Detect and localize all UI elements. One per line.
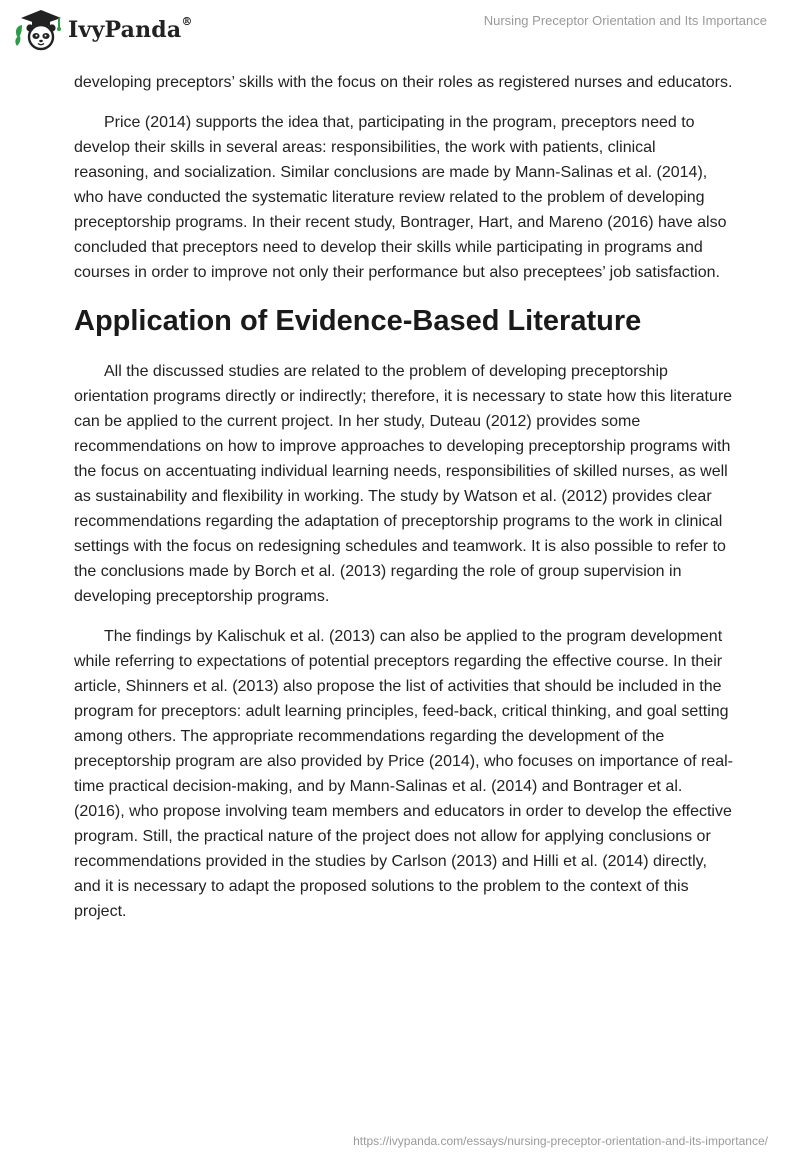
paragraph: All the discussed studies are related to the problem of developing preceptorship orientation programs directly or indirectly; therefore, it is necessary to state how this literature can be applied to the current project. In her study, Duteau (2012) provides some recommendations on how to improve approaches to developing preceptorship programs with the focus on accentuating individual learning needs, responsibilities of skilled nurses, as well as sustainability and flexibility in working. The study by Watson et al. (2012) provides clear recommendations regarding the adaptation of preceptorship programs to the work in clinical settings with the focus on redesigning schedules and teamwork. It is also possible to refer to the conclusions made by Borch et al. (2013) regarding the role of group supervision in developing preceptorship programs. — [74, 363, 733, 605]
ivypanda-logo[interactable] — [14, 8, 193, 52]
section-heading: Application of Evidence-Based Literature — [74, 305, 642, 337]
running-title: Nursing Preceptor Orientation and Its Importance — [483, 13, 767, 28]
registered-mark: ® — [181, 15, 193, 28]
page-header — [0, 0, 800, 60]
paragraph: Price (2014) supports the idea that, participating in the program, preceptors need to develop their skills in several areas: responsibilities, the work with patients, clinical reasoning, and socialization. Similar conclusions are made by Mann-Salinas et al. (2014), who have conducted the systematic literature review related to the problem of developing preceptorship programs. In their recent study, Bontrager, Hart, and Mareno (2016) have also concluded that preceptors need to develop their skills while participating in programs and courses in order to improve not only their performance but also preceptees’ job satisfaction. — [74, 114, 727, 281]
brand-name: IvyPanda® — [68, 15, 193, 43]
source-url[interactable]: https://ivypanda.com/essays/nursing-preceptor-orientation-and-its-importance/ — [353, 1134, 768, 1148]
paragraph: The findings by Kalischuk et al. (2013) can also be applied to the program development while referring to expectations of potential preceptors regarding the effective course. In their article, Shinners et al. (2013) also propose the list of activities that should be included in the program for preceptors: adult learning principles, feed-back, critical thinking, and goal setting among others. The appropriate recommendations regarding the development of the preceptorship program are also provided by Price (2014), who focuses on importance of real-time practical decision-making, and by Mann-Salinas et al. (2014) and Bontrager et al. (2016), who propose involving team members and educators in order to develop the effective program. Still, the practical nature of the project does not allow for applying conclusions or recommendations provided in the studies by Carlson (2013) and Hilli et al. (2014) directly, and it is necessary to adapt the proposed solutions to the problem to the context of this project. — [74, 628, 733, 920]
panda-graduate-icon — [14, 8, 66, 52]
essay-body — [74, 70, 734, 939]
paragraph: developing preceptors’ skills with the focus on their roles as registered nurses and educators. — [74, 74, 733, 91]
